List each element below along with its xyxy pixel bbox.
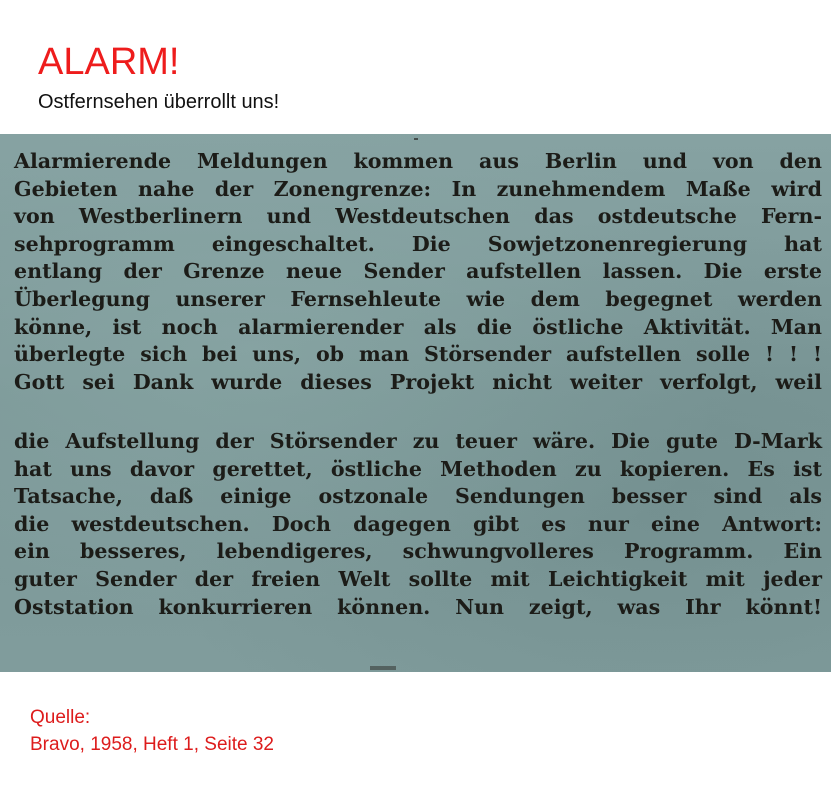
article-line: könne, ist noch alarmierender als die östliche Aktivität. Man (14, 314, 822, 339)
source-label: Quelle: (30, 707, 91, 728)
scanned-article-image (0, 134, 831, 672)
page-subtitle: Ostfernsehen überrollt uns! (38, 91, 280, 113)
article-line: die Aufstellung der Störsender zu teuer wäre. Die gute D-Mark (14, 429, 822, 453)
article-line: Tatsache, daß einige ostzonale Sendungen besser sind als (14, 484, 822, 509)
article-line: Überlegung unserer Fernsehleute wie dem begegnet werden (14, 286, 822, 311)
article-line: ein besseres, lebendigeres, schwungvolleres Programm. Ein (14, 539, 822, 564)
article-line: Gebieten nahe der Zonengrenze: In zunehmendem Maße wird (14, 176, 822, 201)
article-line: die westdeutschen. Doch dagegen gibt es nur eine Antwort: (14, 511, 822, 536)
page-title: ALARM! (38, 41, 180, 83)
article-paragraph-1 (14, 148, 822, 396)
article-line: hat uns davor gerettet, östliche Methoden zu kopieren. Es ist (14, 456, 822, 481)
article-line: guter Sender der freien Welt sollte mit Leichtigkeit mit jeder (14, 566, 822, 591)
print-speck (414, 138, 418, 140)
article-line: überlegte sich bei uns, ob man Störsender aufstellen solle ! ! ! (14, 342, 822, 367)
article-line: sehprogramm eingeschaltet. Die Sowjetzonenregierung hat (14, 231, 822, 256)
article-line: entlang der Grenze neue Sender aufstellen lassen. Die erste (14, 259, 822, 284)
article-line: Gott sei Dank wurde dieses Projekt nicht weiter verfolgt, weil (14, 369, 822, 394)
article-line: von Westberlinern und Westdeutschen das ostdeutsche Fern- (14, 204, 822, 229)
article-paragraph-2 (14, 428, 822, 621)
source-citation: Bravo, 1958, Heft 1, Seite 32 (30, 734, 274, 755)
article-line: Oststation konkurrieren können. Nun zeigt, was Ihr könnt! (14, 594, 822, 619)
article-line: Alarmierende Meldungen kommen aus Berlin und von den (14, 149, 822, 173)
print-speck (370, 666, 396, 670)
